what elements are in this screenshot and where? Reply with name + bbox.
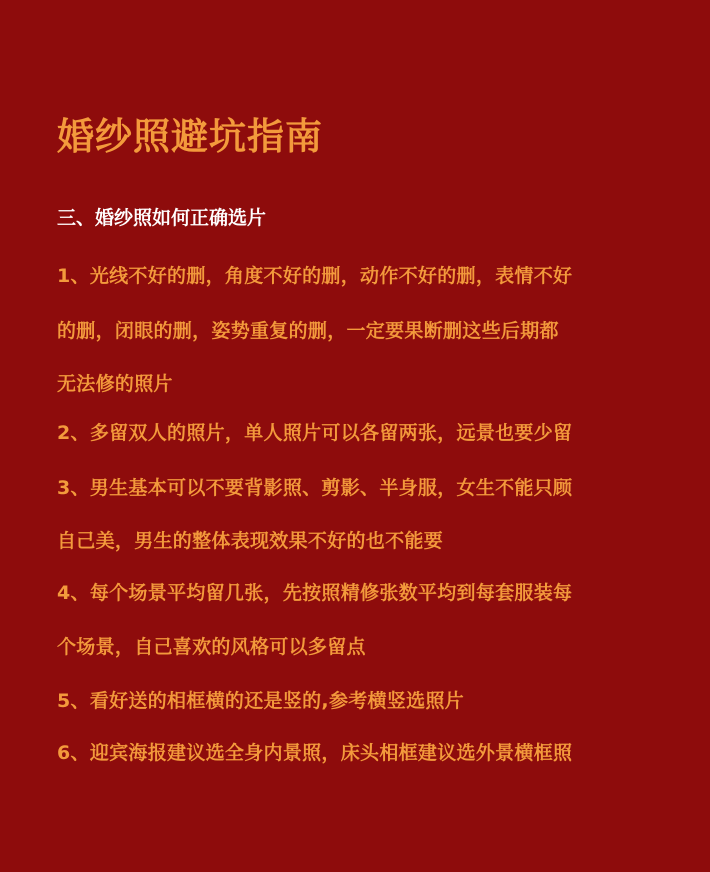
text-line: 3、男生基本可以不要背影照、剪影、半身服，女生不能只顾 <box>57 477 573 499</box>
section-heading: 三、婚纱照如何正确选片 <box>57 207 267 229</box>
text-line: 自己美，男生的整体表现效果不好的也不能要 <box>57 530 444 552</box>
text-line: 6、迎宾海报建议选全身内景照，床头相框建议选外景横框照 <box>57 742 573 764</box>
text-line: 1、光线不好的删，角度不好的删，动作不好的删，表情不好 <box>57 265 573 287</box>
text-line: 的删，闭眼的删，姿势重复的删，一定要果断删这些后期都 <box>57 320 559 342</box>
text-line: 4、每个场景平均留几张，先按照精修张数平均到每套服装每 <box>57 582 573 604</box>
text-line: 5、看好送的相框横的还是竖的,参考横竖选照片 <box>57 690 465 712</box>
page-title: 婚纱照避坑指南 <box>57 115 323 158</box>
text-line: 无法修的照片 <box>57 373 173 395</box>
text-line: 2、多留双人的照片，单人照片可以各留两张，远景也要少留 <box>57 422 573 444</box>
text-line: 个场景，自己喜欢的风格可以多留点 <box>57 636 366 658</box>
